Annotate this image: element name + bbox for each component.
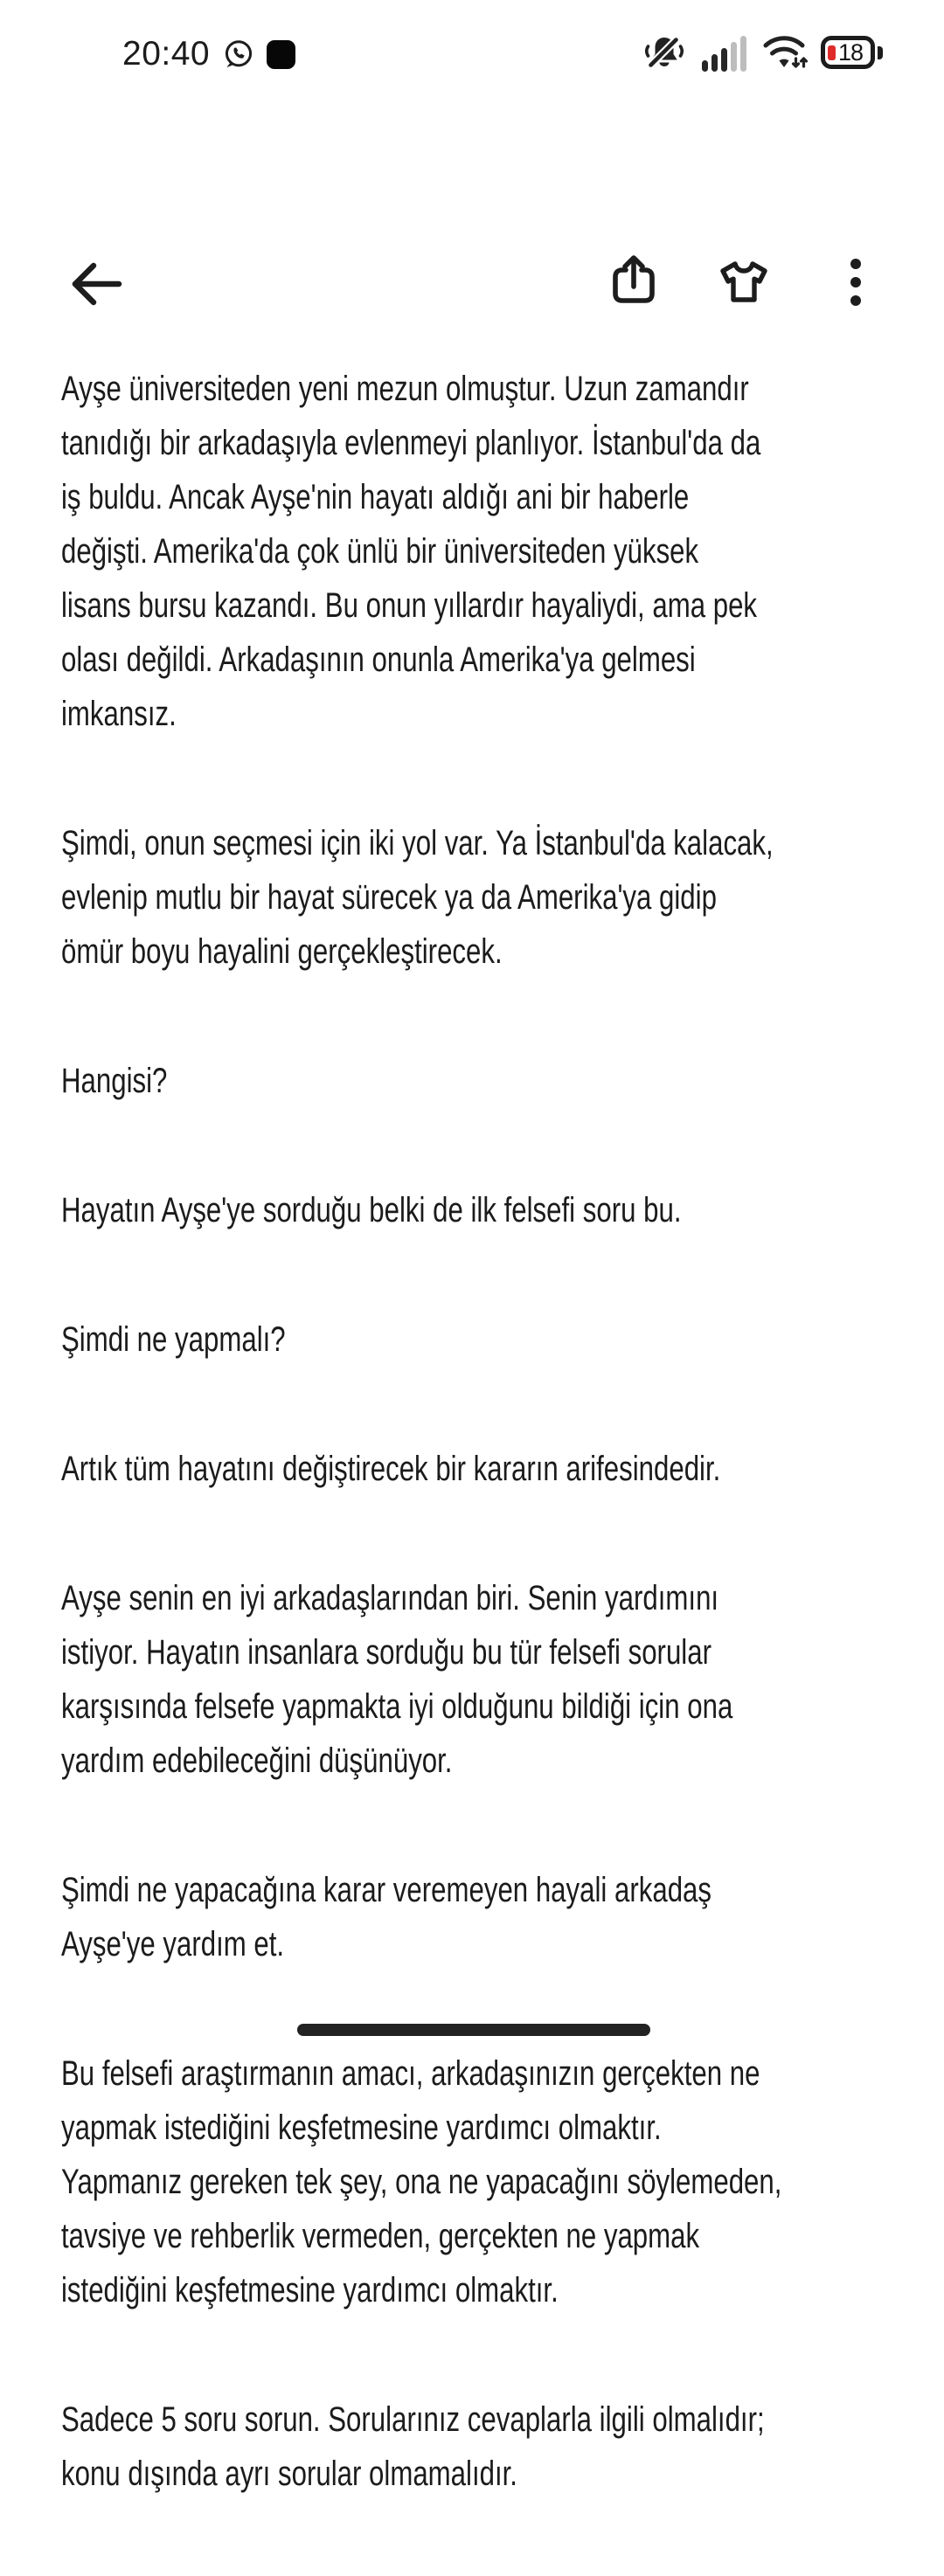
status-bar-left — [122, 35, 295, 73]
article-paragraph: Ayşe üniversiteden yeni mezun olmuştur. Uzun zamandır tanıdığı bir arkadaşıyla evlenmeyi planlıyor. İstanbul'da da iş buldu. Ancak Ayşe'nin hayatı aldığı ani bir haberle değişti. Amerika'da çok ünlü bir üniversiteden yüksek lisans bursu kazandı. Bu onun yıllardır hayaliydi, ama pek olası değildi. Arkadaşının onunla Amerika'ya gelmesi imkansız. — [61, 370, 761, 733]
battery-cap — [878, 46, 883, 59]
back-button[interactable] — [66, 260, 124, 312]
article-paragraph: Hangisi? — [61, 1062, 168, 1100]
tshirt-button[interactable] — [715, 259, 773, 310]
battery-icon — [821, 36, 883, 69]
toolbar — [0, 122, 944, 201]
article-paragraph: Artık tüm hayatını değiştirecek bir kararın arifesindedir. — [61, 1450, 721, 1488]
app-notification-square-icon — [267, 40, 295, 69]
article-paragraph: Ayşe senin en iyi arkadaşlarından biri. Senin yardımını istiyor. Hayatın insanlara sorduğu bu tür felsefi sorular karşısında felsefe yapmakta iyi olduğunu bildiği için ona yardım edebileceğini düşünüyor. — [61, 1579, 733, 1780]
battery-body — [821, 36, 875, 69]
article-paragraph: Sadece 5 soru sorun. Sorularınız cevaplarla ilgili olmalıdır; konu dışında ayrı sorular olmamalıdır. — [61, 2400, 765, 2493]
status-bar-right — [640, 31, 883, 73]
article-paragraph: Şimdi ne yapmalı? — [61, 1320, 286, 1359]
article-paragraph: Şimdi, onun seçmesi için iki yol var. Ya İstanbul'da kalacak, evlenip mutlu bir hayat sürecek ya da Amerika'ya gidip ömür boyu hayalini gerçekleştirecek. — [61, 824, 774, 971]
article-paragraph: Bu felsefi araştırmanın amacı, arkadaşınızın gerçekten ne yapmak istediğini keşfetmesine yardımcı olmaktır. Yapmanız gereken tek şey, ona ne yapacağını söylemeden, tavsiye ve rehberlik vermeden, gerçekten ne yapmak istediğini keşfetmesine yardımcı olmaktır. — [61, 2054, 782, 2309]
article-paragraph: Şimdi ne yapacağına karar veremeyen hayali arkadaş Ayşe'ye yardım et. — [61, 1871, 712, 1963]
home-gesture-bar[interactable] — [297, 2024, 650, 2036]
signal-strength-icon — [702, 33, 749, 72]
battery-level-fill — [828, 45, 836, 60]
whatsapp-icon — [222, 38, 254, 71]
article-paragraph: Hayatın Ayşe'ye sorduğu belki de ilk felsefi soru bu. — [61, 1191, 682, 1229]
article-body — [61, 308, 917, 2576]
share-button[interactable] — [610, 253, 657, 310]
more-menu-button[interactable] — [850, 257, 862, 312]
wifi-icon — [762, 33, 808, 72]
battery-percent-text: 18 — [838, 38, 864, 66]
status-bar — [0, 0, 944, 98]
clock-text: 20:40 — [122, 35, 211, 73]
mute-bell-icon — [640, 31, 689, 73]
